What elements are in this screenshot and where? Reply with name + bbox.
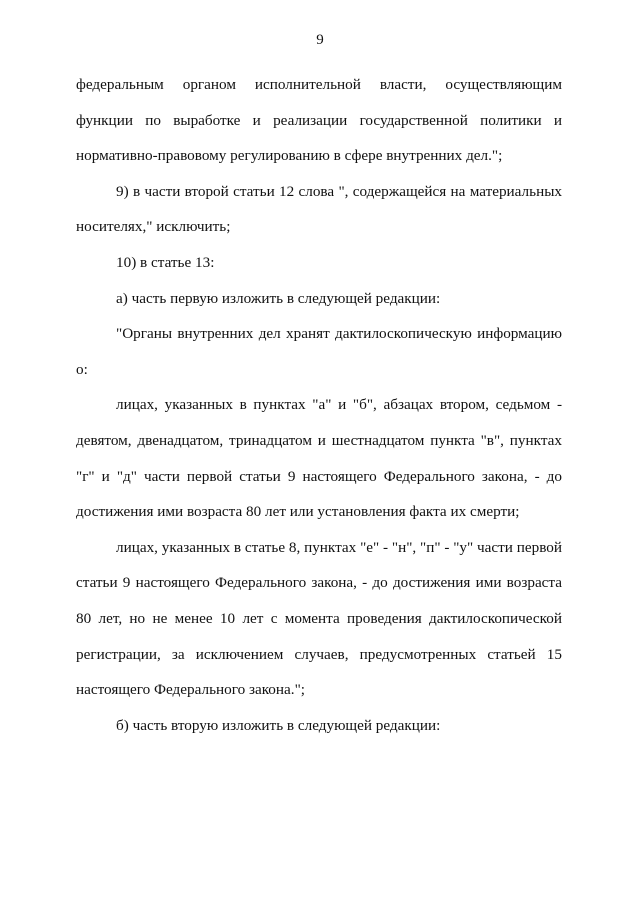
paragraph-quote-organs: "Органы внутренних дел хранят дактилоскопическую информацию о: xyxy=(76,325,562,378)
paragraph-persons-first: лицах, указанных в пунктах "а" и "б", абзацах втором, седьмом - девятом, двенадцатом, тринадцатом и шестнадцатом пункта "в", пунктах "г" и "д" части первой статьи 9 настоящего Федерального закона, - до достижения ими возраста 80 лет или установления факта их смерти; xyxy=(76,396,562,521)
paragraph-subitem-b: б) часть вторую изложить в следующей редакции: xyxy=(116,716,441,734)
page-number: 9 xyxy=(316,32,324,48)
document-body xyxy=(76,67,562,743)
paragraph-federal-organ: федеральным органом исполнительной власти, осуществляющим функции по выработке и реализации государственной политики и нормативно-правовому регулированию в сфере внутренних дел."; xyxy=(76,76,562,165)
paragraph-persons-second: лицах, указанных в статье 8, пунктах "е" - "н", "п" - "у" части первой статьи 9 настоящего Федерального закона, - до достижения ими возраста 80 лет, но не менее 10 лет с момента проведения дактилоскопической регистрации, за исключением случаев, предусмотренных статьей 15 настоящего Федерального закона."; xyxy=(76,538,562,699)
paragraph-item-9: 9) в части второй статьи 12 слова ", содержащейся на материальных носителях," исключить; xyxy=(76,182,562,236)
paragraph-subitem-a: а) часть первую изложить в следующей редакции: xyxy=(116,289,441,307)
paragraph-item-10: 10) в статье 13: xyxy=(116,253,215,271)
